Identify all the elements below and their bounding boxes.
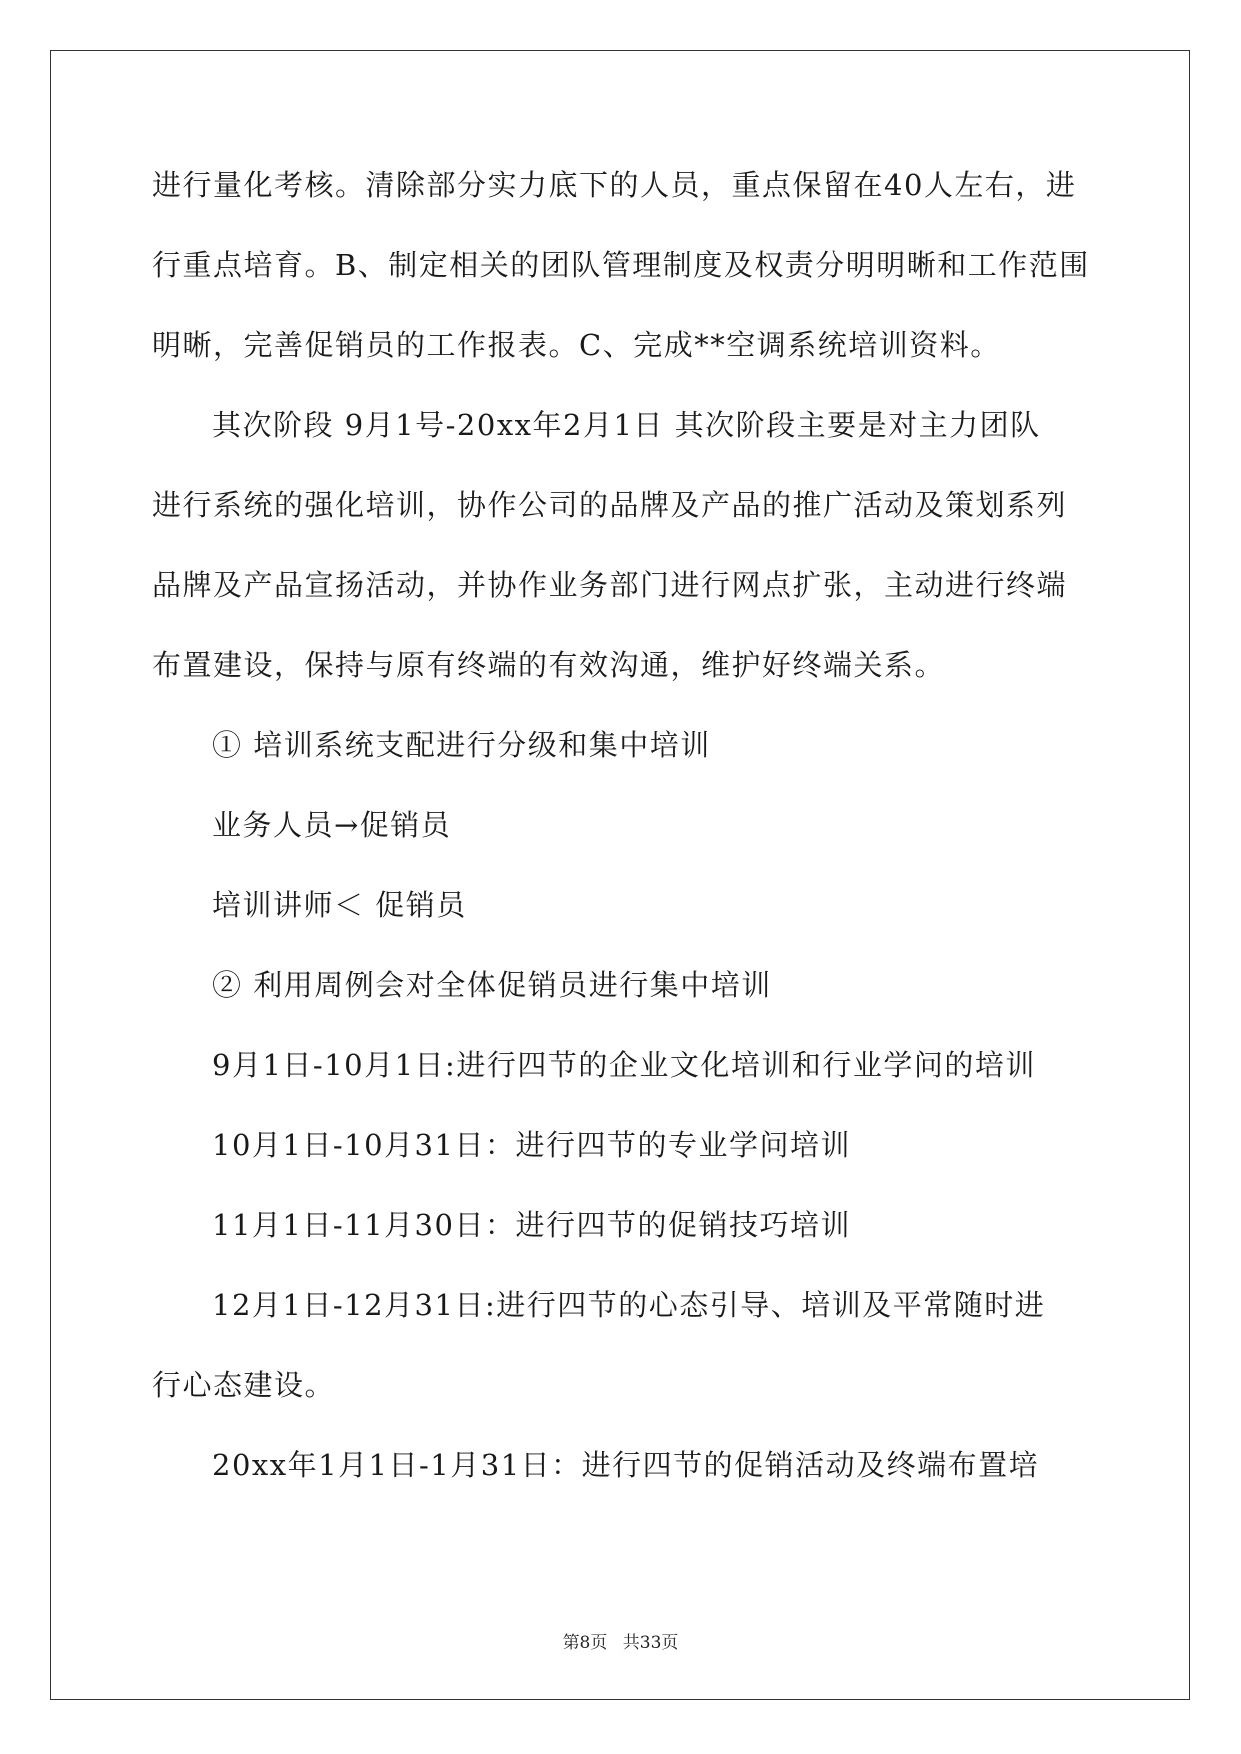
page-total: 共33页 — [622, 1633, 679, 1653]
body-line: 进行量化考核。清除部分实力底下的人员，重点保留在40人左右，进 — [152, 168, 1077, 202]
page-footer — [0, 1628, 1241, 1653]
body-line: 10月1日-10月31日：进行四节的专业学问培训 — [212, 1128, 851, 1162]
body-line: 布置建设，保持与原有终端的有效沟通，维护好终端关系。 — [152, 648, 946, 682]
body-line: 品牌及产品宣扬活动，并协作业务部门进行网点扩张，主动进行终端 — [152, 568, 1068, 602]
body-line: 20xx年1月1日-1月31日：进行四节的促销活动及终端布置培 — [212, 1448, 1040, 1482]
body-line: 其次阶段 9月1号-20xx年2月1日 其次阶段主要是对主力团队 — [212, 408, 1041, 442]
body-line: 行重点培育。B、制定相关的团队管理制度及权责分明明晰和工作范围 — [152, 248, 1090, 282]
body-line: 9月1日-10月1日:进行四节的企业文化培训和行业学问的培训 — [212, 1048, 1036, 1082]
page-number: 第8页 — [562, 1633, 608, 1653]
body-line: 12月1日-12月31日:进行四节的心态引导、培训及平常随时进 — [212, 1288, 1046, 1322]
body-line: 业务人员→促销员 — [212, 808, 452, 842]
body-line: 培训讲师＜ 促销员 — [212, 888, 467, 922]
body-line: 明晰，完善促销员的工作报表。C、完成**空调系统培训资料。 — [152, 328, 1001, 362]
body-line: ② 利用周例会对全体促销员进行集中培训 — [212, 968, 772, 1002]
body-line: ① 培训系统支配进行分级和集中培训 — [212, 728, 711, 762]
body-line: 行心态建设。 — [152, 1368, 336, 1402]
body-line: 11月1日-11月30日：进行四节的促销技巧培训 — [212, 1208, 851, 1242]
body-line: 进行系统的强化培训，协作公司的品牌及产品的推广活动及策划系列 — [152, 488, 1068, 522]
